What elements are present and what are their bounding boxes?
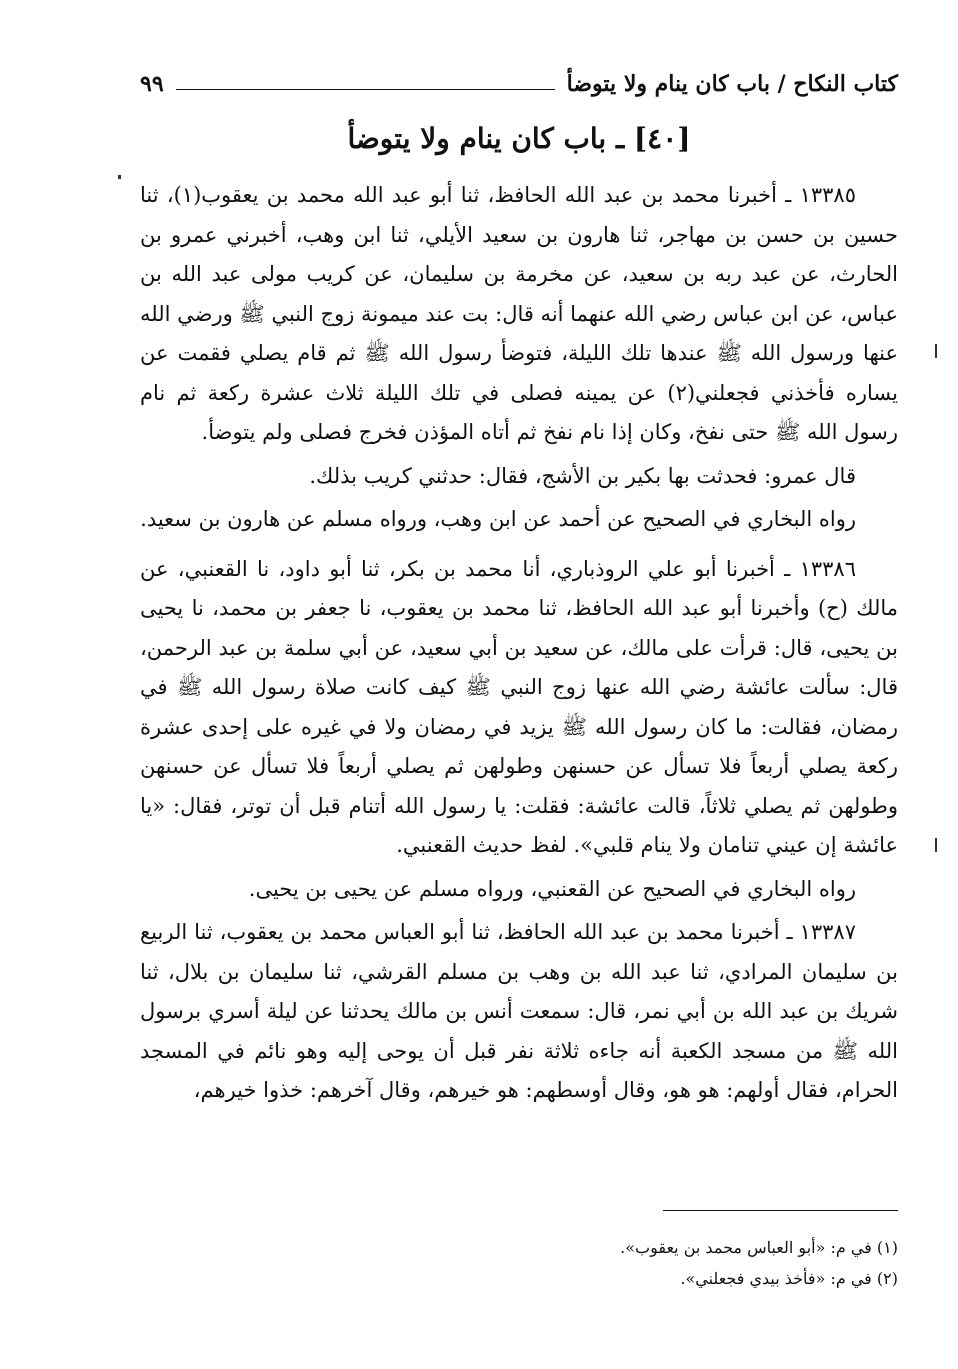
page-header (140, 64, 898, 104)
page-number: ٩٩ (140, 71, 164, 97)
source-note-13385: رواه البخاري في الصحيح عن أحمد عن ابن وهب، ورواه مسلم عن هارون بن سعيد. (140, 507, 856, 531)
hadith-13385: ١٣٣٨٥ ـ أخبرنا محمد بن عبد الله الحافظ، ثنا أبو عبد الله محمد بن يعقوب(١)، ثنا حسين بن حسن بن مهاجر، ثنا هارون بن سعيد الأيلي، ثنا ابن وهب، أخبرني عمرو بن الحارث، عن عبد ربه بن سعيد، عن مخرمة بن سليمان، عن كريب مولى عبد الله بن عباس، عن ابن عباس رضي الله عنهما أنه قال: بت عند ميمونة زوج النبي ﷺ ورضي الله عنها ورسول الله ﷺ عندها تلك الليلة، فتوضأ رسول الله ﷺ ثم قام يصلي فقمت عن يساره فأخذني فجعلني(٢) عن يمينه فصلى في تلك الليلة ثلاث عشرة ركعة ثم نام رسول الله ﷺ حتى نفخ، وكان إذا نام نفخ ثم أتاه المؤذن فخرج فصلى ولم يتوضأ. (140, 183, 898, 444)
margin-mark (935, 838, 937, 852)
header-rule (176, 89, 555, 90)
narrator-note: قال عمرو: فحدثت بها بكير بن الأشج، فقال: حدثني كريب بذلك. (309, 463, 856, 488)
footnote-2: (٢) في م: «فأخذ بيدي فجعلني». (680, 1269, 898, 1288)
margin-mark (935, 344, 937, 358)
footnote-1: (١) في م: «أبو العباس محمد بن يعقوب». (620, 1238, 898, 1257)
main-text (140, 176, 898, 1111)
footnote-rule (663, 1210, 898, 1211)
margin-mark (118, 175, 121, 179)
footnotes (140, 1232, 898, 1294)
hadith-13386: ١٣٣٨٦ ـ أخبرنا أبو علي الروذباري، أنا محمد بن بكر، ثنا أبو داود، نا القعنبي، عن مالك (ح) وأخبرنا أبو عبد الله الحافظ، ثنا محمد بن يعقوب، نا جعفر بن محمد، نا يحيى بن يحيى، قال: قرأت على مالك، عن سعيد بن أبي سعيد، عن أبي سلمة بن عبد الرحمن، قال: سألت عائشة رضي الله عنها زوج النبي ﷺ كيف كانت صلاة رسول الله ﷺ في رمضان، فقالت: ما كان رسول الله ﷺ يزيد في رمضان ولا في غيره على إحدى عشرة ركعة يصلي أربعاً فلا تسأل عن حسنهن وطولهن ثم يصلي أربعاً فلا تسأل عن حسنهن وطولهن ثم يصلي ثلاثاً، قالت عائشة: فقلت: يا رسول الله أتنام قبل أن توتر، فقال: «يا عائشة إن عيني تنامان ولا ينام قلبي». لفظ حديث القعنبي. (140, 556, 898, 857)
running-title: كتاب النكاح / باب كان ينام ولا يتوضأ (566, 71, 898, 97)
chapter-title: [٤٠] ـ باب كان ينام ولا يتوضأ (347, 122, 691, 155)
hadith-13387: ١٣٣٨٧ ـ أخبرنا محمد بن عبد الله الحافظ، ثنا أبو العباس محمد بن يعقوب، ثنا الربيع بن سليمان المرادي، ثنا عبد الله بن وهب بن مسلم القرشي، ثنا سليمان بن بلال، ثنا شريك بن عبد الله بن أبي نمر، قال: سمعت أنس بن مالك يحدثنا عن ليلة أسري برسول الله ﷺ من مسجد الكعبة أنه جاءه ثلاثة نفر قبل أن يوحى إليه وهو نائم في المسجد الحرام، فقال أولهم: هو هو، وقال أوسطهم: هو خيرهم، وقال آخرهم: خذوا خيرهم، (140, 920, 898, 1102)
source-note-13386: رواه البخاري في الصحيح عن القعنبي، ورواه مسلم عن يحيى بن يحيى. (248, 876, 856, 901)
